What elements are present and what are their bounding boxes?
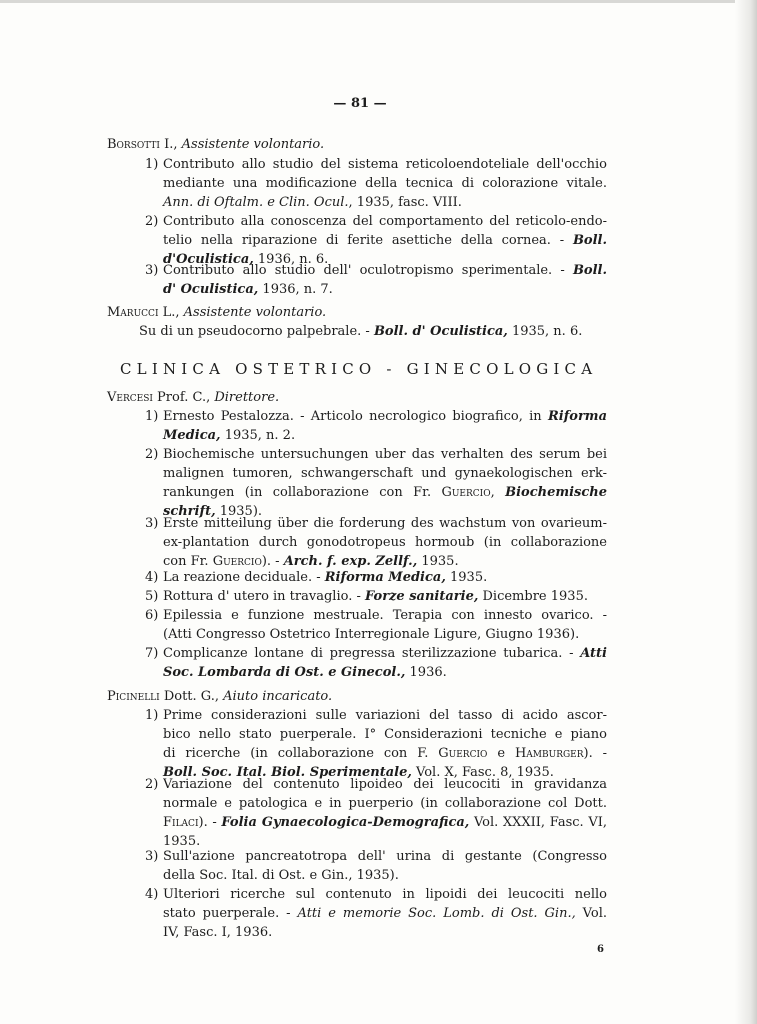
text-segment: ). - (198, 815, 222, 830)
text-segment: 1935, n. 6. (507, 324, 583, 339)
signature-mark: 6 (597, 944, 604, 955)
text-segment: Biochemische untersuchungen uber das verhalten des serum bei (163, 447, 607, 462)
publication-line (163, 262, 607, 280)
text-segment: , (490, 485, 506, 500)
publication-line (163, 515, 607, 533)
text-line (139, 323, 609, 341)
item-number: 1) (145, 708, 159, 723)
text-segment: Ulteriori ricerche sul contenuto in lipoidi dei leucociti nello (163, 887, 607, 902)
publication-line (163, 281, 607, 299)
item-number: 4) (145, 887, 159, 902)
text-segment: con Fr. (163, 554, 213, 569)
text-segment: Soc. Lombarda di Ost. e Ginecol., (163, 665, 406, 680)
author-line (107, 389, 607, 407)
publication-line (163, 707, 607, 725)
publication-line (163, 588, 607, 606)
item-number: 6) (145, 608, 159, 623)
text-segment: ). - (583, 746, 607, 761)
item-number: 2) (145, 214, 159, 229)
text-segment: 1936, n. 7. (258, 282, 333, 297)
publication-line (163, 156, 607, 174)
item-number: 7) (145, 646, 159, 661)
publication-line (163, 795, 607, 813)
text-segment: 1935. (445, 570, 488, 585)
publication-line (163, 886, 607, 904)
text-segment: (Atti Congresso Ostetrico Interregionale Ligure, Giugno 1936). (163, 627, 580, 642)
text-segment: Vol. (575, 906, 607, 921)
item-number: 5) (145, 589, 159, 604)
text-segment: Boll. Soc. Ital. Biol. Sperimentale, (163, 765, 412, 780)
text-segment: Contributo alla conoscenza del comportamento del reticolo-endo- (163, 214, 607, 229)
publication-line (163, 645, 607, 663)
text-segment: Guercio (441, 485, 491, 500)
text-segment: IV, Fasc. I, 1936. (163, 925, 273, 940)
text-segment: 1935). (215, 504, 263, 519)
text-segment: Biochemische (505, 485, 607, 500)
author-line (107, 304, 607, 322)
text-segment: Boll. d' Oculistica, (373, 324, 508, 339)
text-segment: 1935, n. 2. (220, 428, 296, 443)
text-segment: 1936, n. 6. (253, 252, 329, 267)
publication-line (163, 867, 607, 885)
text-segment: Assistente volontario. (181, 137, 325, 152)
text-segment: Marucci (107, 305, 159, 320)
text-segment: Arch. f. exp. Zellf., (283, 554, 418, 569)
publication-line (163, 213, 607, 231)
publication-line (163, 745, 607, 763)
text-segment: e (487, 746, 515, 761)
publication-line (163, 534, 607, 552)
text-segment: Rottura d' utero in travaglio. - (163, 589, 365, 604)
text-segment: mediante una modificazione della tecnica di colorazione vitale. (163, 176, 607, 191)
text-segment: Erste mitteilung über die forderung des wachstum von ovarieum- (163, 516, 607, 531)
text-segment: Direttore. (214, 390, 280, 405)
text-segment: Vol. XXXII, Fasc. VI, (469, 815, 607, 830)
text-segment: , 1935, fasc. VIII. (348, 195, 462, 210)
text-segment: malignen tumoren, schwangerschaft und gynaekologischen erk- (163, 466, 607, 481)
text-segment: d'Oculistica, (163, 252, 254, 267)
text-segment: Ernesto Pestalozza. - Articolo necrologico biografico, in (163, 409, 548, 424)
publication-line (163, 626, 607, 644)
publication-line (163, 569, 607, 587)
publication-line (163, 924, 607, 942)
text-segment: L., (158, 305, 184, 320)
text-segment: Borsotti (107, 137, 160, 152)
text-segment: Ann. di Oftalm. e Clin. Ocul. (163, 195, 349, 210)
text-segment: Su di un pseudocorno palpebrale. - (139, 324, 374, 339)
publication-line (163, 427, 607, 445)
text-segment: Riforma (547, 409, 607, 424)
author-line (107, 688, 607, 706)
text-segment: telio nella riparazione di ferite asettiche della cornea. - (163, 233, 573, 248)
item-number: 3) (145, 516, 159, 531)
item-number: 2) (145, 447, 159, 462)
text-segment: Atti e memorie Soc. Lomb. di Ost. Gin., (297, 906, 576, 921)
text-segment: Guercio (212, 554, 262, 569)
text-segment: stato puerperale. - (163, 906, 298, 921)
text-segment: ex-plantation durch gonodotropeus hormoub (in collaborazione (163, 535, 607, 550)
text-segment: I., (159, 137, 182, 152)
author-line (107, 136, 607, 154)
text-segment: Complicanze lontane di pregressa sterilizzazione tubarica. - (163, 646, 581, 661)
text-segment: di ricerche (in collaborazione con F. (163, 746, 439, 761)
publication-line (163, 232, 607, 250)
text-segment: Medica, (163, 428, 221, 443)
text-segment: bico nello stato puerperale. I° Considerazioni tecniche e piano (163, 727, 607, 742)
text-segment: Epilessia e funzione mestruale. Terapia con innesto ovarico. - (163, 608, 607, 623)
publication-line (163, 408, 607, 426)
text-segment: ). - (261, 554, 284, 569)
text-segment: Aiuto incaricato. (223, 689, 333, 704)
text-segment: 1936. (405, 665, 447, 680)
text-segment: Prime considerazioni sulle variazioni del tasso di acido ascor- (163, 708, 607, 723)
publication-line (163, 194, 607, 212)
publication-line (163, 465, 607, 483)
text-segment: 1935. (163, 834, 201, 849)
text-segment: Atti (580, 646, 607, 661)
text-segment: Riforma Medica, (324, 570, 446, 585)
page-number: — 81 — (333, 96, 387, 111)
text-segment: Vol. X, Fasc. 8, 1935. (411, 765, 554, 780)
item-number: 1) (145, 409, 159, 424)
section-heading (120, 360, 600, 378)
publication-line (163, 726, 607, 744)
text-segment: Contributo allo studio del sistema reticoloendoteliale dell'occhio (163, 157, 607, 172)
text-segment: Assistente volontario. (183, 305, 327, 320)
text-segment: d' Oculistica, (163, 282, 259, 297)
text-segment: Dicembre 1935. (478, 589, 588, 604)
scan-top-edge (0, 0, 757, 3)
text-segment: Picinelli (107, 689, 160, 704)
text-segment: Dott. G., (159, 689, 224, 704)
publication-line (163, 776, 607, 794)
text-segment: Folia Gynaecologica-Demografica, (221, 815, 470, 830)
item-number: 3) (145, 849, 159, 864)
text-segment: Sull'azione pancreatotropa dell' urina di gestante (Congresso (163, 849, 607, 864)
item-number: 2) (145, 777, 159, 792)
publication-line (163, 175, 607, 193)
publication-line (163, 446, 607, 464)
text-segment: Variazione del contenuto lipoideo dei leucociti in gravidanza (163, 777, 607, 792)
text-segment: Forze sanitarie, (365, 589, 479, 604)
text-segment: Boll. (572, 233, 607, 248)
publication-line (163, 848, 607, 866)
item-number: 1) (145, 157, 159, 172)
text-segment: schrift, (163, 504, 216, 519)
scan-right-edge (735, 0, 757, 1024)
text-segment: Guercio (438, 746, 488, 761)
text-segment: Contributo allo studio dell' oculotropismo sperimentale. - (163, 263, 573, 278)
text-segment: Boll. (572, 263, 607, 278)
text-segment: Vercesi (107, 390, 153, 405)
publication-line (163, 607, 607, 625)
text-segment: La reazione deciduale. - (163, 570, 325, 585)
publication-line (163, 814, 607, 832)
text-segment: rankungen (in collaborazione con Fr. (163, 485, 442, 500)
publication-line (163, 484, 607, 502)
text-segment: Hamburger (514, 746, 584, 761)
text-segment: normale e patologica e in puerperio (in collaborazione col Dott. (163, 796, 607, 811)
item-number: 3) (145, 263, 159, 278)
text-segment: della Soc. Ital. di Ost. e Gin., 1935). (163, 868, 399, 883)
item-number: 4) (145, 570, 159, 585)
text-segment: Filaci (163, 815, 199, 830)
publication-line (163, 905, 607, 923)
text-segment: 1935. (417, 554, 459, 569)
text-segment: CLINICA OSTETRICO - GINECOLOGICA (120, 360, 598, 378)
text-segment: Prof. C., (152, 390, 215, 405)
publication-line (163, 664, 607, 682)
